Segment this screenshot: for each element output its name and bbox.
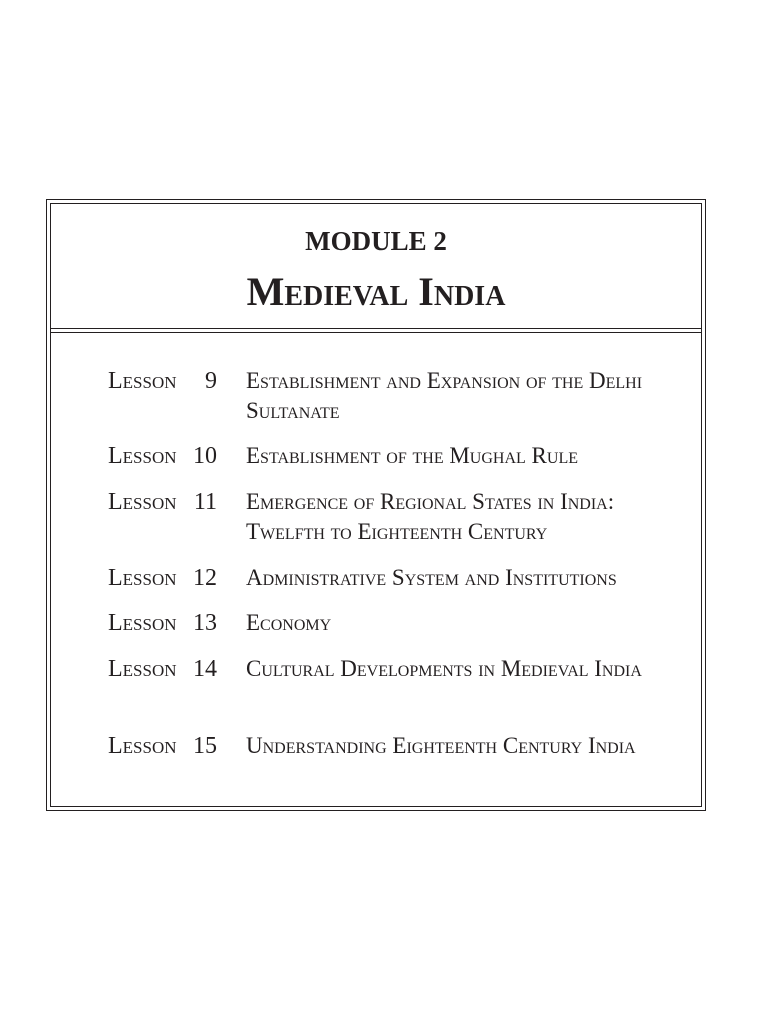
lesson-number: 13 (193, 610, 217, 636)
lesson-number: 15 (193, 733, 217, 759)
lesson-label: Lesson (108, 610, 177, 636)
module-frame (46, 199, 706, 811)
lesson-title: Establishment and Expansion of the Delhi Sultanate (246, 368, 643, 423)
lesson-label: Lesson (108, 443, 177, 469)
lesson-title: Emergence of Regional States in India: Twelfth to Eighteenth Century (246, 489, 615, 544)
module-frame-inner (50, 203, 702, 807)
lesson-title: Cultural Developments in Medieval India (246, 656, 642, 681)
lesson-title: Administrative System and Institutions (246, 565, 617, 590)
lesson-number: 9 (205, 368, 217, 394)
lesson-label: Lesson (108, 733, 177, 759)
lesson-number: 10 (193, 443, 217, 469)
lesson-number: 14 (193, 656, 217, 682)
lesson-number: 12 (193, 565, 217, 591)
module-header (51, 204, 701, 329)
lesson-label: Lesson (108, 368, 177, 394)
lesson-title: Establishment of the Mughal Rule (246, 443, 578, 468)
lesson-title: Understanding Eighteenth Century India (246, 733, 636, 758)
lesson-list (51, 330, 701, 806)
lesson-number: 11 (193, 489, 217, 515)
lesson-label: Lesson (108, 565, 177, 591)
module-label: MODULE 2 (305, 226, 447, 256)
lesson-title: Economy (246, 610, 332, 635)
lesson-label: Lesson (108, 656, 177, 682)
module-title: Medieval India (246, 269, 506, 314)
lesson-label: Lesson (108, 489, 177, 515)
